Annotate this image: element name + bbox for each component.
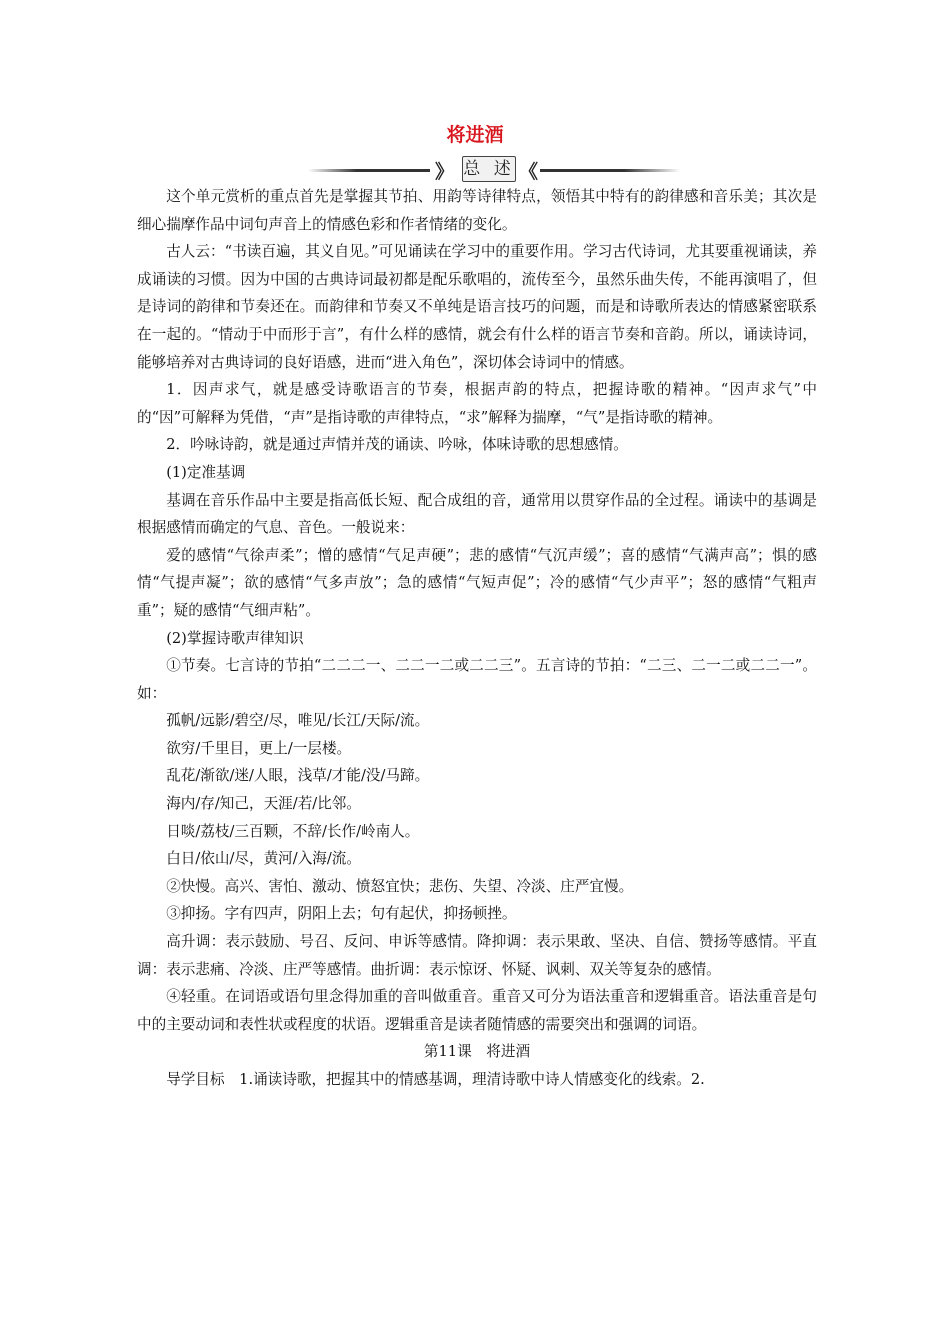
page-title: 将进酒 bbox=[446, 124, 504, 146]
subheading: (2)掌握诗歌声律知识 bbox=[166, 629, 304, 647]
paragraph: 1．因声求气，就是感受诗歌语言的节奏，根据声韵的特点，把握诗歌的精神。“因声求气”中的“因”可解释为凭借，“声”是指诗歌的声律特点，“求”解释为揣摩，“气”是指诗歌的精神。 bbox=[137, 381, 817, 426]
guide-line: 导学目标 1.诵读诗歌，把握其中的情感基调，理清诗歌中诗人情感变化的线索。2. bbox=[166, 1071, 705, 1088]
double-chevron-left-icon: 《 bbox=[519, 161, 534, 183]
lesson-heading: 第11课 将进酒 bbox=[423, 1043, 531, 1061]
poem-line: 乱花/渐欲/迷/人眼，浅草/才能/没/马蹄。 bbox=[166, 767, 430, 785]
paragraph: 爱的感情“气徐声柔”；憎的感情“气足声硬”；悲的感情“气沉声缓”；喜的感情“气满声高”；惧的感情“气提声凝”；欲的感情“气多声放”；急的感情“气短声促”；冷的感情“气少声平”；怒的感情“气粗声重”；疑的感情“气细声粘”。 bbox=[137, 546, 817, 619]
poem-line: 白日/依山/尽，黄河/入海/流。 bbox=[166, 850, 361, 868]
poem-line: 孤帆/远影/碧空/尽，唯见/长江/天际/流。 bbox=[166, 712, 430, 730]
poem-line: 欲穷/千里目，更上/一层楼。 bbox=[166, 739, 352, 757]
double-chevron-right-icon: 》 bbox=[435, 161, 450, 183]
paragraph: ③抑扬。字有四声，阴阳上去；句有起伏，抑扬顿挫。 bbox=[166, 905, 517, 923]
paragraph: 高升调：表示鼓励、号召、反问、申诉等感情。降抑调：表示果敢、坚决、自信、赞扬等感情。平直调：表示悲痛、冷淡、庄严等感情。曲折调：表示惊讶、怀疑、讽刺、双关等复杂的感情。 bbox=[137, 933, 817, 978]
banner-rule-right bbox=[540, 169, 680, 172]
subheading: (1)定准基调 bbox=[166, 463, 246, 481]
section-banner bbox=[308, 156, 688, 186]
paragraph: ④轻重。在词语或语句里念得加重的音叫做重音。重音又可分为语法重音和逻辑重音。语法重音是句中的主要动词和表性状或程度的状语。逻辑重音是读者随情感的需要突出和强调的词语。 bbox=[137, 988, 817, 1033]
poem-line: 日啖/荔枝/三百颗，不辞/长作/岭南人。 bbox=[166, 822, 420, 840]
paragraph: 基调在音乐作品中主要是指高低长短、配合成组的音，通常用以贯穿作品的全过程。诵读中的基调是根据感情而确定的气息、音色。一般说来： bbox=[137, 491, 817, 537]
paragraph: ①节奏。七言诗的节拍“二二二一、二二一二或二二三”。五言诗的节拍：“二三、二一二或二二一”。如： bbox=[137, 657, 817, 702]
banner-rule-left bbox=[308, 169, 430, 172]
poem-line: 海内/存/知己，天涯/若/比邻。 bbox=[166, 795, 361, 813]
banner-label: 总 述 bbox=[462, 156, 516, 182]
paragraph: 古人云：“书读百遍，其义自见。”可见诵读在学习中的重要作用。学习古代诗词，尤其要重视诵读，养成诵读的习惯。因为中国的古典诗词最初都是配乐歌唱的，流传至今，虽然乐曲失传，不能再演唱了，但是诗词的韵律和节奏还在。而韵律和节奏又不单纯是语言技巧的问题，而是和诗歌所表达的情感紧密联系在一起的。“情动于中而形于言”，有什么样的感情，就会有什么样的语言节奏和音韵。所以，诵读诗词，能够培养对古典诗词的良好语感，进而“进入角色”，深切体会诗词中的情感。 bbox=[137, 243, 817, 371]
paragraph: ②快慢。高兴、害怕、激动、愤怒宜快；悲伤、失望、冷淡、庄严宜慢。 bbox=[166, 877, 634, 895]
paragraph: 2．吟咏诗韵，就是通过声情并茂的诵读、吟咏，体味诗歌的思想感情。 bbox=[166, 436, 628, 454]
paragraph: 这个单元赏析的重点首先是掌握其节拍、用韵等诗律特点，领悟其中特有的韵律感和音乐美；其次是细心揣摩作品中词句声音上的情感色彩和作者情绪的变化。 bbox=[137, 188, 817, 233]
document-body bbox=[137, 183, 817, 1094]
